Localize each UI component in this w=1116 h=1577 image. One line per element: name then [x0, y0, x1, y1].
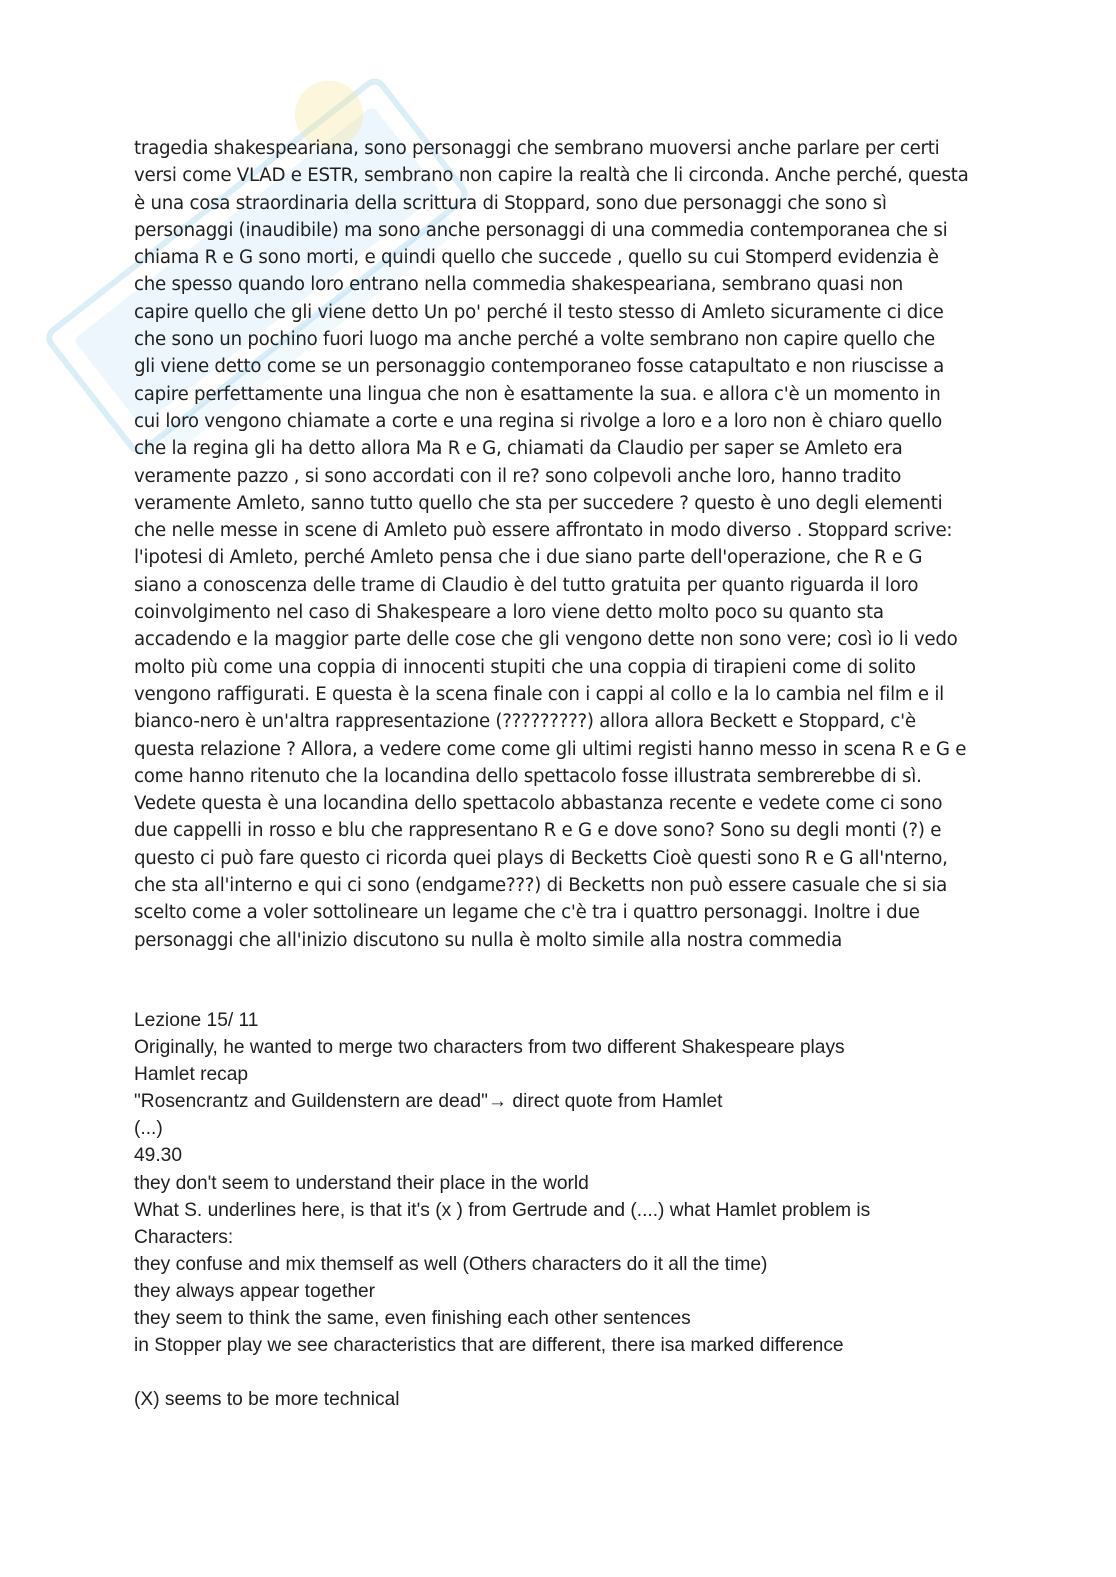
note-line: 49.30	[134, 1145, 183, 1167]
note-line: Originally, he wanted to merge two characters from two different Shakespeare plays	[134, 1037, 845, 1059]
italian-paragraph: tragedia shakespeariana, sono personaggi che sembrano muoversi anche parlare per certi versi come VLAD e ESTR, sembrano non capire la realtà che li circonda. Anche perché, questa è una cosa straordinaria della scrittura di Stoppard, sono due personaggi che sono sì personaggi (inaudibile) ma sono anche personaggi di una commedia contemporanea che si chiama R e G sono morti, e quindi quello che succede , quello su cui Stomperd evidenzia è che spesso quando loro entrano nella commedia shakespeariana, sembrano quasi non capire quello che gli viene detto Un po' perché il testo stesso di Amleto sicuramente ci dice che sono un pochino fuori luogo ma anche perché a volte sembrano non capire quello che gli viene detto come se un personaggio contemporaneo fosse catapultato e non riuscisse a capire perfettamente una lingua che non è esattamente la sua. e allora c'è un momento in cui loro vengono chiamate a corte e una regina si rivolge a loro e a loro non è chiaro quello che la regina gli ha detto allora Ma R e G, chiamati da Claudio per saper se Amleto era veramente pazzo , si sono accordati con il re? sono colpevoli anche loro, hanno tradito veramente Amleto, sanno tutto quello che sta per succedere ? questo è uno degli elementi che nelle messe in scene di Amleto può essere affrontato in modo diverso . Stoppard scrive: l'ipotesi di Amleto, perché Amleto pensa che i due siano parte dell'operazione, che R e G siano a conoscenza delle trame di Claudio è del tutto gratuita per quanto riguarda il loro coinvolgimento nel caso di Shakespeare a loro viene detto molto poco su quanto sta accadendo e la maggior parte delle cose che gli vengono dette non sono vere; così io li vedo molto più come una coppia di innocenti stupiti che una coppia di tirapieni come di solito vengono raffigurati. E questa è la scena finale con i cappi al collo e la lo cambia nel film e il bianco-nero è un'altra rappresentazione (?????????) allora allora Beckett e Stoppard, c'è questa relazione ? Allora, a vedere come come gli ultimi registi hanno messo in scena R e G e come hanno ritenuto che la locandina dello spettacolo fosse illustrata sembrerebbe di sì. Vedete questa è una locandina dello spettacolo abbastanza recente e vedete come ci sono due cappelli in rosso e blu che rappresentano R e G e dove sono? Sono su degli monti (?) e questo ci può fare questo ci ricorda quei plays di Becketts Cioè questi sono R e G all'nterno, che sta all'interno e qui ci sono (endgame???) di Becketts non può essere casuale che si sia scelto come a voler sottolineare un legame che c'è tra i quattro personaggi. Inoltre i due personaggi che all'inizio discutono su nulla è molto simile alla nostra commedia	[134, 138, 969, 951]
note-line: Characters:	[134, 1226, 234, 1248]
notes-heading: Lezione 15/ 11	[134, 1010, 259, 1031]
note-line: What S. underlines here, is that it's (x ) from Gertrude and (....) what Hamlet problem is	[134, 1199, 871, 1221]
note-line: they seem to think the same, even finishing each other sentences	[134, 1308, 691, 1330]
note-line: Hamlet recap	[134, 1064, 249, 1086]
note-last-line: (X) seems to be more technical	[134, 1389, 400, 1411]
note-line: "Rosencrantz and Guildenstern are dead"→ direct quote from Hamlet	[134, 1091, 723, 1113]
note-line: they confuse and mix themself as well (Others characters do it all the time)	[134, 1253, 768, 1275]
lecture-notes	[134, 1007, 1034, 1413]
note-line: (...)	[134, 1118, 163, 1140]
note-line: in Stopper play we see characteristics that are different, there isa marked difference	[134, 1335, 844, 1357]
note-line: they don't seem to understand their place in the world	[134, 1172, 589, 1194]
blank-line	[134, 1359, 1034, 1386]
note-line: they always appear together	[134, 1280, 376, 1302]
